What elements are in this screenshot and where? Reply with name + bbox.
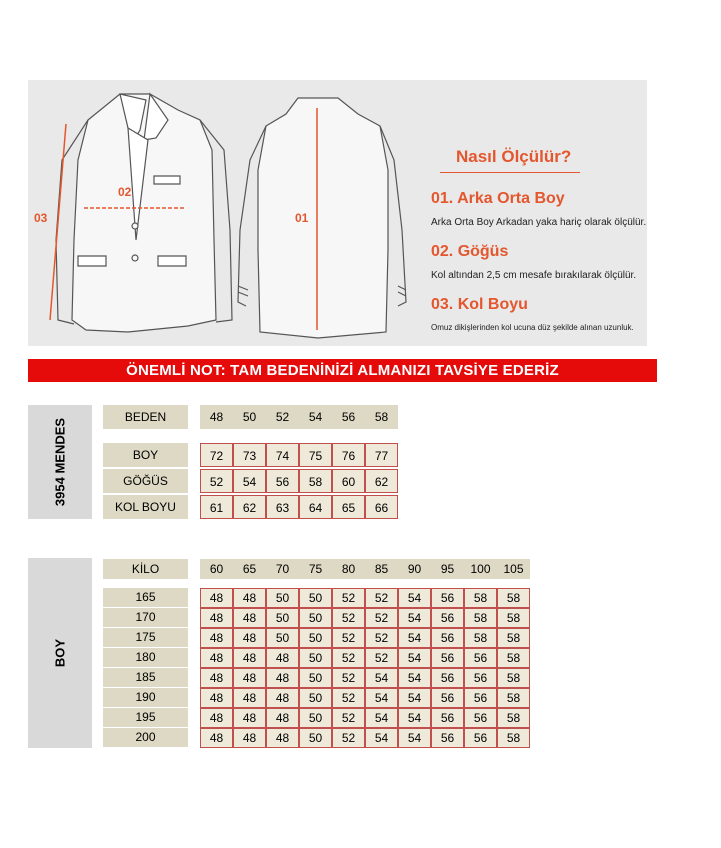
size-header-cell: 48	[200, 405, 233, 429]
fit-size-cell: 50	[299, 728, 332, 748]
fit-size-cell: 50	[299, 668, 332, 688]
fit-size-cell: 48	[200, 668, 233, 688]
fit-size-cell: 50	[266, 628, 299, 648]
chest-label: 02	[118, 185, 132, 199]
fit-size-cell: 58	[497, 648, 530, 668]
fit-size-cell: 54	[398, 628, 431, 648]
weight-header-cell: 75	[299, 559, 332, 579]
jacket-back-illustration	[238, 98, 406, 338]
fit-size-cell: 50	[299, 628, 332, 648]
height-row-label: 175	[103, 628, 188, 647]
fit-size-cell: 52	[332, 648, 365, 668]
step-2-description: Kol altından 2,5 cm mesafe bırakılarak ölçülür.	[431, 270, 637, 281]
measurement-cell: 73	[233, 443, 266, 467]
fit-size-cell: 50	[266, 588, 299, 608]
fit-size-cell: 48	[233, 728, 266, 748]
size-header-cell: 54	[299, 405, 332, 429]
height-row-label: 185	[103, 668, 188, 687]
fit-size-cell: 52	[332, 628, 365, 648]
fit-size-cell: 48	[200, 648, 233, 668]
back-length-label: 01	[295, 211, 309, 225]
fit-size-cell: 56	[464, 708, 497, 728]
measurement-row-label: GÖĞÜS	[103, 469, 188, 493]
fit-size-cell: 48	[200, 628, 233, 648]
weight-header-cell: 80	[332, 559, 365, 579]
fit-size-cell: 50	[299, 708, 332, 728]
fit-size-cell: 54	[365, 728, 398, 748]
fit-size-cell: 48	[200, 588, 233, 608]
fit-size-cell: 52	[332, 728, 365, 748]
fit-size-cell: 48	[266, 688, 299, 708]
measurement-cell: 63	[266, 495, 299, 519]
fit-size-cell: 52	[365, 588, 398, 608]
fit-size-cell: 54	[398, 728, 431, 748]
size-table-side-label	[28, 405, 92, 519]
fit-size-cell: 50	[299, 648, 332, 668]
weight-header-cell: 95	[431, 559, 464, 579]
step-2-title: 02. Göğüs	[431, 243, 509, 260]
fit-size-cell: 56	[464, 688, 497, 708]
fit-size-cell: 56	[431, 648, 464, 668]
fit-size-cell: 50	[266, 608, 299, 628]
fit-size-cell: 52	[365, 648, 398, 668]
model-name: 3954 MENDES	[52, 417, 68, 507]
fit-size-cell: 54	[365, 688, 398, 708]
fit-size-cell: 54	[365, 708, 398, 728]
measurement-cell: 74	[266, 443, 299, 467]
fit-size-cell: 48	[266, 668, 299, 688]
measurement-cell: 64	[299, 495, 332, 519]
fit-size-cell: 48	[200, 608, 233, 628]
fit-size-cell: 48	[266, 728, 299, 748]
fit-size-cell: 48	[200, 688, 233, 708]
fit-size-cell: 58	[497, 728, 530, 748]
height-row-label: 200	[103, 728, 188, 747]
fit-size-cell: 52	[365, 608, 398, 628]
fit-size-cell: 54	[398, 688, 431, 708]
fit-size-cell: 58	[497, 668, 530, 688]
fit-size-cell: 58	[464, 608, 497, 628]
title-underline	[440, 172, 580, 173]
measurement-guide-panel	[28, 80, 647, 346]
measurement-cell: 52	[200, 469, 233, 493]
fit-size-cell: 56	[431, 608, 464, 628]
fit-size-cell: 50	[299, 608, 332, 628]
fit-size-cell: 58	[497, 708, 530, 728]
measurement-cell: 77	[365, 443, 398, 467]
height-row-label: 180	[103, 648, 188, 667]
weight-header-cell: 90	[398, 559, 431, 579]
fit-size-cell: 54	[398, 708, 431, 728]
fit-size-cell: 52	[332, 608, 365, 628]
fit-size-cell: 58	[497, 628, 530, 648]
fit-size-cell: 52	[332, 668, 365, 688]
weight-header-cell: 65	[233, 559, 266, 579]
fit-size-cell: 56	[464, 668, 497, 688]
fit-size-cell: 54	[398, 608, 431, 628]
fit-size-cell: 52	[365, 628, 398, 648]
weight-header-cell: 70	[266, 559, 299, 579]
size-header-cell: 58	[365, 405, 398, 429]
size-header-label: BEDEN	[103, 405, 188, 429]
fit-size-cell: 48	[200, 728, 233, 748]
height-row-label: 165	[103, 588, 188, 607]
step-1-description: Arka Orta Boy Arkadan yaka hariç olarak ölçülür.	[431, 217, 647, 228]
fit-size-cell: 48	[200, 708, 233, 728]
fit-size-cell: 56	[431, 688, 464, 708]
sleeve-label: 03	[34, 211, 48, 225]
fit-size-cell: 56	[431, 708, 464, 728]
weight-header-label: KİLO	[103, 559, 188, 579]
fit-size-cell: 48	[233, 648, 266, 668]
fit-size-cell: 48	[233, 688, 266, 708]
weight-header-cell: 60	[200, 559, 233, 579]
fit-size-cell: 56	[431, 728, 464, 748]
size-header-cell: 52	[266, 405, 299, 429]
fit-size-cell: 58	[497, 608, 530, 628]
step-1-title: 01. Arka Orta Boy	[431, 190, 565, 207]
size-header-cell: 56	[332, 405, 365, 429]
fit-size-cell: 50	[299, 588, 332, 608]
fit-size-cell: 58	[464, 588, 497, 608]
fit-size-cell: 48	[233, 608, 266, 628]
fit-size-cell: 56	[431, 668, 464, 688]
height-axis-label: BOY	[52, 638, 68, 668]
step-3-description: Omuz dikişlerinden kol ucuna düz şekilde alınan uzunluk.	[431, 323, 634, 332]
measurement-cell: 56	[266, 469, 299, 493]
fit-table-side-label	[28, 558, 92, 748]
fit-size-cell: 48	[266, 648, 299, 668]
fit-size-cell: 52	[332, 588, 365, 608]
fit-size-cell: 48	[233, 628, 266, 648]
measurement-cell: 61	[200, 495, 233, 519]
measurement-cell: 75	[299, 443, 332, 467]
fit-size-cell: 48	[233, 668, 266, 688]
fit-size-cell: 58	[497, 588, 530, 608]
weight-header-cell: 105	[497, 559, 530, 579]
fit-size-cell: 50	[299, 688, 332, 708]
fit-size-cell: 56	[431, 588, 464, 608]
measurement-row-label: KOL BOYU	[103, 495, 188, 519]
fit-size-cell: 56	[464, 728, 497, 748]
sleeve-measure-line	[50, 124, 66, 320]
fit-size-cell: 54	[398, 588, 431, 608]
measurement-cell: 54	[233, 469, 266, 493]
measurement-cell: 62	[233, 495, 266, 519]
fit-size-cell: 54	[365, 668, 398, 688]
fit-size-cell: 56	[431, 628, 464, 648]
measurement-cell: 60	[332, 469, 365, 493]
fit-size-cell: 48	[233, 708, 266, 728]
fit-size-cell: 54	[398, 668, 431, 688]
fit-size-cell: 48	[233, 588, 266, 608]
important-note-banner: ÖNEMLİ NOT: TAM BEDENİNİZİ ALMANIZI TAVSİYE EDERİZ	[28, 359, 657, 382]
measurement-row-label: BOY	[103, 443, 188, 467]
step-3-title: 03. Kol Boyu	[431, 296, 528, 313]
height-row-label: 170	[103, 608, 188, 627]
weight-header-cell: 85	[365, 559, 398, 579]
height-row-label: 195	[103, 708, 188, 727]
measurement-cell: 58	[299, 469, 332, 493]
fit-size-cell: 58	[497, 688, 530, 708]
measurement-cell: 72	[200, 443, 233, 467]
measurement-cell: 65	[332, 495, 365, 519]
weight-header-cell: 100	[464, 559, 497, 579]
jacket-diagram	[28, 80, 647, 346]
measurement-cell: 62	[365, 469, 398, 493]
fit-size-cell: 54	[398, 648, 431, 668]
measurement-cell: 76	[332, 443, 365, 467]
measurement-cell: 66	[365, 495, 398, 519]
how-to-measure-title: Nasıl Ölçülür?	[456, 147, 572, 166]
jacket-front-illustration	[56, 94, 232, 332]
fit-size-cell: 52	[332, 688, 365, 708]
fit-size-cell: 58	[464, 628, 497, 648]
fit-size-cell: 48	[266, 708, 299, 728]
size-header-cell: 50	[233, 405, 266, 429]
height-row-label: 190	[103, 688, 188, 707]
fit-size-cell: 56	[464, 648, 497, 668]
fit-size-cell: 52	[332, 708, 365, 728]
